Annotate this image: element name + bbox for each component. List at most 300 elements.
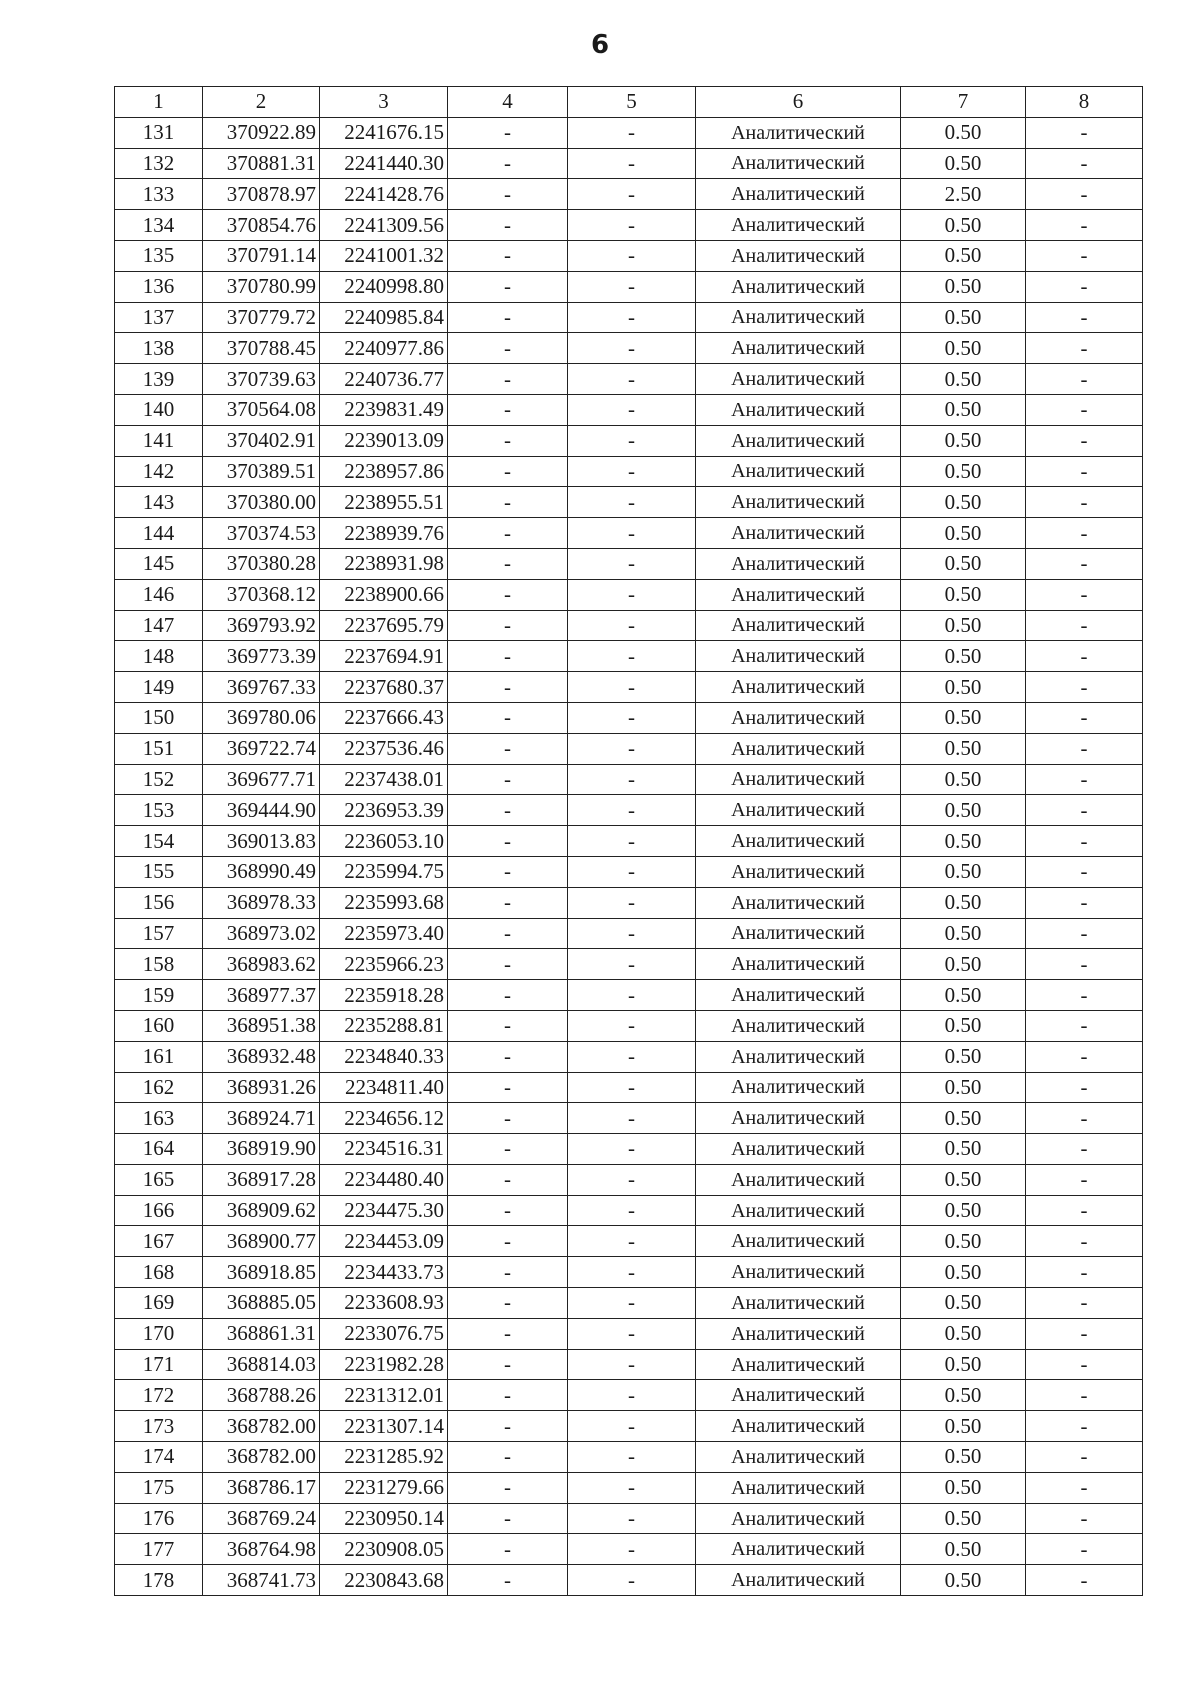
column-8-cell: - <box>1026 1565 1143 1596</box>
column-4-cell: - <box>448 1534 568 1565</box>
table-row <box>115 302 1143 333</box>
x-coordinate-cell: 368931.26 <box>203 1072 320 1103</box>
table-row <box>115 918 1143 949</box>
column-8-cell: - <box>1026 1041 1143 1072</box>
column-4-cell: - <box>448 1380 568 1411</box>
column-4-cell: - <box>448 949 568 980</box>
point-number-cell: 161 <box>115 1041 203 1072</box>
accuracy-cell: 0.50 <box>901 702 1026 733</box>
y-coordinate-cell: 2235288.81 <box>320 1010 448 1041</box>
point-number-cell: 139 <box>115 364 203 395</box>
point-number-cell: 166 <box>115 1195 203 1226</box>
method-cell: Аналитический <box>696 1442 901 1473</box>
method-cell: Аналитический <box>696 302 901 333</box>
accuracy-cell: 0.50 <box>901 1534 1026 1565</box>
table-row <box>115 1164 1143 1195</box>
method-cell: Аналитический <box>696 1472 901 1503</box>
method-cell: Аналитический <box>696 1010 901 1041</box>
column-4-cell: - <box>448 425 568 456</box>
column-5-cell: - <box>568 456 696 487</box>
column-4-cell: - <box>448 980 568 1011</box>
table-row <box>115 1010 1143 1041</box>
table-row <box>115 1257 1143 1288</box>
x-coordinate-cell: 369780.06 <box>203 702 320 733</box>
accuracy-cell: 0.50 <box>901 918 1026 949</box>
column-5-cell: - <box>568 1010 696 1041</box>
method-cell: Аналитический <box>696 795 901 826</box>
point-number-cell: 131 <box>115 117 203 148</box>
point-number-cell: 146 <box>115 579 203 610</box>
accuracy-cell: 0.50 <box>901 579 1026 610</box>
x-coordinate-cell: 368909.62 <box>203 1195 320 1226</box>
y-coordinate-cell: 2238957.86 <box>320 456 448 487</box>
column-4-cell: - <box>448 548 568 579</box>
x-coordinate-cell: 368973.02 <box>203 918 320 949</box>
column-4-cell: - <box>448 1134 568 1165</box>
y-coordinate-cell: 2237536.46 <box>320 733 448 764</box>
table-row <box>115 333 1143 364</box>
column-8-cell: - <box>1026 826 1143 857</box>
column-8-cell: - <box>1026 210 1143 241</box>
column-8-cell: - <box>1026 1318 1143 1349</box>
column-8-cell: - <box>1026 1257 1143 1288</box>
table-row <box>115 764 1143 795</box>
y-coordinate-cell: 2241001.32 <box>320 240 448 271</box>
column-5-cell: - <box>568 179 696 210</box>
method-cell: Аналитический <box>696 1072 901 1103</box>
table-row <box>115 487 1143 518</box>
column-4-cell: - <box>448 1349 568 1380</box>
column-5-cell: - <box>568 1503 696 1534</box>
accuracy-cell: 0.50 <box>901 1072 1026 1103</box>
point-number-cell: 135 <box>115 240 203 271</box>
method-cell: Аналитический <box>696 1534 901 1565</box>
table-row <box>115 1072 1143 1103</box>
x-coordinate-cell: 370854.76 <box>203 210 320 241</box>
column-5-cell: - <box>568 425 696 456</box>
column-4-cell: - <box>448 1257 568 1288</box>
point-number-cell: 136 <box>115 271 203 302</box>
column-8-cell: - <box>1026 302 1143 333</box>
x-coordinate-cell: 369722.74 <box>203 733 320 764</box>
column-4-cell: - <box>448 487 568 518</box>
method-cell: Аналитический <box>696 980 901 1011</box>
accuracy-cell: 0.50 <box>901 548 1026 579</box>
table-row <box>115 1195 1143 1226</box>
column-header: 2 <box>203 87 320 118</box>
accuracy-cell: 2.50 <box>901 179 1026 210</box>
column-4-cell: - <box>448 1472 568 1503</box>
column-5-cell: - <box>568 1565 696 1596</box>
y-coordinate-cell: 2240977.86 <box>320 333 448 364</box>
column-5-cell: - <box>568 610 696 641</box>
point-number-cell: 170 <box>115 1318 203 1349</box>
accuracy-cell: 0.50 <box>901 487 1026 518</box>
column-4-cell: - <box>448 1010 568 1041</box>
accuracy-cell: 0.50 <box>901 1195 1026 1226</box>
method-cell: Аналитический <box>696 1288 901 1319</box>
column-5-cell: - <box>568 672 696 703</box>
point-number-cell: 168 <box>115 1257 203 1288</box>
column-5-cell: - <box>568 148 696 179</box>
page-number: 6 <box>590 30 610 60</box>
point-number-cell: 148 <box>115 641 203 672</box>
table-row <box>115 1288 1143 1319</box>
method-cell: Аналитический <box>696 826 901 857</box>
column-5-cell: - <box>568 1380 696 1411</box>
y-coordinate-cell: 2235993.68 <box>320 887 448 918</box>
table-header-row <box>115 87 1143 118</box>
table-row <box>115 1226 1143 1257</box>
column-8-cell: - <box>1026 949 1143 980</box>
method-cell: Аналитический <box>696 271 901 302</box>
column-5-cell: - <box>568 548 696 579</box>
x-coordinate-cell: 368885.05 <box>203 1288 320 1319</box>
method-cell: Аналитический <box>696 641 901 672</box>
method-cell: Аналитический <box>696 240 901 271</box>
accuracy-cell: 0.50 <box>901 1010 1026 1041</box>
method-cell: Аналитический <box>696 887 901 918</box>
table-row <box>115 148 1143 179</box>
point-number-cell: 132 <box>115 148 203 179</box>
column-4-cell: - <box>448 1103 568 1134</box>
column-8-cell: - <box>1026 1072 1143 1103</box>
column-5-cell: - <box>568 487 696 518</box>
column-5-cell: - <box>568 918 696 949</box>
column-5-cell: - <box>568 1134 696 1165</box>
column-8-cell: - <box>1026 333 1143 364</box>
column-5-cell: - <box>568 733 696 764</box>
y-coordinate-cell: 2230843.68 <box>320 1565 448 1596</box>
column-5-cell: - <box>568 1534 696 1565</box>
column-4-cell: - <box>448 302 568 333</box>
point-number-cell: 137 <box>115 302 203 333</box>
method-cell: Аналитический <box>696 1411 901 1442</box>
x-coordinate-cell: 368900.77 <box>203 1226 320 1257</box>
x-coordinate-cell: 370779.72 <box>203 302 320 333</box>
column-4-cell: - <box>448 456 568 487</box>
column-4-cell: - <box>448 795 568 826</box>
point-number-cell: 169 <box>115 1288 203 1319</box>
x-coordinate-cell: 369013.83 <box>203 826 320 857</box>
y-coordinate-cell: 2234516.31 <box>320 1134 448 1165</box>
y-coordinate-cell: 2234433.73 <box>320 1257 448 1288</box>
accuracy-cell: 0.50 <box>901 1565 1026 1596</box>
column-8-cell: - <box>1026 1195 1143 1226</box>
method-cell: Аналитический <box>696 333 901 364</box>
column-4-cell: - <box>448 764 568 795</box>
table-row <box>115 702 1143 733</box>
column-8-cell: - <box>1026 1164 1143 1195</box>
x-coordinate-cell: 370922.89 <box>203 117 320 148</box>
column-4-cell: - <box>448 641 568 672</box>
method-cell: Аналитический <box>696 1103 901 1134</box>
y-coordinate-cell: 2233076.75 <box>320 1318 448 1349</box>
column-8-cell: - <box>1026 1534 1143 1565</box>
y-coordinate-cell: 2236053.10 <box>320 826 448 857</box>
y-coordinate-cell: 2234656.12 <box>320 1103 448 1134</box>
y-coordinate-cell: 2238939.76 <box>320 518 448 549</box>
accuracy-cell: 0.50 <box>901 1134 1026 1165</box>
column-8-cell: - <box>1026 1349 1143 1380</box>
table-row <box>115 1534 1143 1565</box>
y-coordinate-cell: 2238931.98 <box>320 548 448 579</box>
column-header: 6 <box>696 87 901 118</box>
column-8-cell: - <box>1026 795 1143 826</box>
accuracy-cell: 0.50 <box>901 1349 1026 1380</box>
accuracy-cell: 0.50 <box>901 733 1026 764</box>
column-8-cell: - <box>1026 672 1143 703</box>
method-cell: Аналитический <box>696 456 901 487</box>
accuracy-cell: 0.50 <box>901 518 1026 549</box>
accuracy-cell: 0.50 <box>901 1103 1026 1134</box>
column-8-cell: - <box>1026 364 1143 395</box>
column-4-cell: - <box>448 333 568 364</box>
y-coordinate-cell: 2241428.76 <box>320 179 448 210</box>
column-8-cell: - <box>1026 518 1143 549</box>
column-8-cell: - <box>1026 148 1143 179</box>
y-coordinate-cell: 2234453.09 <box>320 1226 448 1257</box>
column-4-cell: - <box>448 1411 568 1442</box>
table-row <box>115 672 1143 703</box>
table-row <box>115 980 1143 1011</box>
y-coordinate-cell: 2237438.01 <box>320 764 448 795</box>
x-coordinate-cell: 368769.24 <box>203 1503 320 1534</box>
table-row <box>115 949 1143 980</box>
x-coordinate-cell: 369444.90 <box>203 795 320 826</box>
point-number-cell: 141 <box>115 425 203 456</box>
method-cell: Аналитический <box>696 918 901 949</box>
accuracy-cell: 0.50 <box>901 302 1026 333</box>
column-8-cell: - <box>1026 1411 1143 1442</box>
y-coordinate-cell: 2240985.84 <box>320 302 448 333</box>
y-coordinate-cell: 2240736.77 <box>320 364 448 395</box>
y-coordinate-cell: 2234840.33 <box>320 1041 448 1072</box>
y-coordinate-cell: 2240998.80 <box>320 271 448 302</box>
column-8-cell: - <box>1026 856 1143 887</box>
table-row <box>115 456 1143 487</box>
x-coordinate-cell: 369767.33 <box>203 672 320 703</box>
column-5-cell: - <box>568 980 696 1011</box>
table-row <box>115 271 1143 302</box>
point-number-cell: 173 <box>115 1411 203 1442</box>
table-body <box>115 117 1143 1595</box>
x-coordinate-cell: 368919.90 <box>203 1134 320 1165</box>
column-4-cell: - <box>448 364 568 395</box>
column-header: 3 <box>320 87 448 118</box>
column-5-cell: - <box>568 302 696 333</box>
column-5-cell: - <box>568 1318 696 1349</box>
column-5-cell: - <box>568 333 696 364</box>
column-5-cell: - <box>568 210 696 241</box>
column-4-cell: - <box>448 1565 568 1596</box>
method-cell: Аналитический <box>696 394 901 425</box>
accuracy-cell: 0.50 <box>901 856 1026 887</box>
method-cell: Аналитический <box>696 1257 901 1288</box>
point-number-cell: 174 <box>115 1442 203 1473</box>
y-coordinate-cell: 2231312.01 <box>320 1380 448 1411</box>
method-cell: Аналитический <box>696 1565 901 1596</box>
y-coordinate-cell: 2231307.14 <box>320 1411 448 1442</box>
x-coordinate-cell: 368990.49 <box>203 856 320 887</box>
accuracy-cell: 0.50 <box>901 1257 1026 1288</box>
accuracy-cell: 0.50 <box>901 425 1026 456</box>
method-cell: Аналитический <box>696 548 901 579</box>
y-coordinate-cell: 2238900.66 <box>320 579 448 610</box>
point-number-cell: 167 <box>115 1226 203 1257</box>
column-header: 7 <box>901 87 1026 118</box>
y-coordinate-cell: 2231279.66 <box>320 1472 448 1503</box>
column-4-cell: - <box>448 1442 568 1473</box>
table-row <box>115 1349 1143 1380</box>
column-8-cell: - <box>1026 733 1143 764</box>
x-coordinate-cell: 368788.26 <box>203 1380 320 1411</box>
column-4-cell: - <box>448 856 568 887</box>
x-coordinate-cell: 368786.17 <box>203 1472 320 1503</box>
table-row <box>115 1318 1143 1349</box>
accuracy-cell: 0.50 <box>901 764 1026 795</box>
x-coordinate-cell: 370780.99 <box>203 271 320 302</box>
method-cell: Аналитический <box>696 487 901 518</box>
accuracy-cell: 0.50 <box>901 610 1026 641</box>
column-4-cell: - <box>448 148 568 179</box>
column-8-cell: - <box>1026 1288 1143 1319</box>
x-coordinate-cell: 370368.12 <box>203 579 320 610</box>
column-8-cell: - <box>1026 1103 1143 1134</box>
y-coordinate-cell: 2235973.40 <box>320 918 448 949</box>
point-number-cell: 138 <box>115 333 203 364</box>
point-number-cell: 175 <box>115 1472 203 1503</box>
point-number-cell: 176 <box>115 1503 203 1534</box>
table-row <box>115 795 1143 826</box>
method-cell: Аналитический <box>696 856 901 887</box>
column-header: 5 <box>568 87 696 118</box>
coordinates-table <box>114 86 1143 1596</box>
column-header: 4 <box>448 87 568 118</box>
column-5-cell: - <box>568 1164 696 1195</box>
point-number-cell: 163 <box>115 1103 203 1134</box>
column-5-cell: - <box>568 1041 696 1072</box>
y-coordinate-cell: 2234475.30 <box>320 1195 448 1226</box>
point-number-cell: 178 <box>115 1565 203 1596</box>
column-5-cell: - <box>568 579 696 610</box>
point-number-cell: 143 <box>115 487 203 518</box>
x-coordinate-cell: 370380.28 <box>203 548 320 579</box>
table-row <box>115 733 1143 764</box>
accuracy-cell: 0.50 <box>901 1411 1026 1442</box>
table-row <box>115 518 1143 549</box>
accuracy-cell: 0.50 <box>901 1472 1026 1503</box>
method-cell: Аналитический <box>696 117 901 148</box>
y-coordinate-cell: 2237694.91 <box>320 641 448 672</box>
column-4-cell: - <box>448 610 568 641</box>
column-5-cell: - <box>568 764 696 795</box>
x-coordinate-cell: 370881.31 <box>203 148 320 179</box>
column-5-cell: - <box>568 1288 696 1319</box>
point-number-cell: 160 <box>115 1010 203 1041</box>
x-coordinate-cell: 370389.51 <box>203 456 320 487</box>
table-row <box>115 826 1143 857</box>
point-number-cell: 157 <box>115 918 203 949</box>
column-8-cell: - <box>1026 1134 1143 1165</box>
method-cell: Аналитический <box>696 364 901 395</box>
table-row <box>115 1134 1143 1165</box>
method-cell: Аналитический <box>696 672 901 703</box>
column-8-cell: - <box>1026 887 1143 918</box>
point-number-cell: 150 <box>115 702 203 733</box>
accuracy-cell: 0.50 <box>901 364 1026 395</box>
column-4-cell: - <box>448 1041 568 1072</box>
point-number-cell: 172 <box>115 1380 203 1411</box>
point-number-cell: 162 <box>115 1072 203 1103</box>
table-row <box>115 1380 1143 1411</box>
method-cell: Аналитический <box>696 210 901 241</box>
column-4-cell: - <box>448 1503 568 1534</box>
y-coordinate-cell: 2241440.30 <box>320 148 448 179</box>
table-row <box>115 210 1143 241</box>
y-coordinate-cell: 2234811.40 <box>320 1072 448 1103</box>
table-row <box>115 117 1143 148</box>
column-4-cell: - <box>448 271 568 302</box>
x-coordinate-cell: 368917.28 <box>203 1164 320 1195</box>
column-8-cell: - <box>1026 1472 1143 1503</box>
table-row <box>115 579 1143 610</box>
column-4-cell: - <box>448 1318 568 1349</box>
accuracy-cell: 0.50 <box>901 1164 1026 1195</box>
table-row <box>115 548 1143 579</box>
point-number-cell: 171 <box>115 1349 203 1380</box>
column-5-cell: - <box>568 702 696 733</box>
x-coordinate-cell: 368861.31 <box>203 1318 320 1349</box>
column-4-cell: - <box>448 518 568 549</box>
accuracy-cell: 0.50 <box>901 949 1026 980</box>
accuracy-cell: 0.50 <box>901 980 1026 1011</box>
column-8-cell: - <box>1026 1503 1143 1534</box>
column-4-cell: - <box>448 918 568 949</box>
method-cell: Аналитический <box>696 1041 901 1072</box>
accuracy-cell: 0.50 <box>901 1503 1026 1534</box>
column-5-cell: - <box>568 1411 696 1442</box>
method-cell: Аналитический <box>696 179 901 210</box>
x-coordinate-cell: 370374.53 <box>203 518 320 549</box>
point-number-cell: 153 <box>115 795 203 826</box>
method-cell: Аналитический <box>696 518 901 549</box>
accuracy-cell: 0.50 <box>901 210 1026 241</box>
x-coordinate-cell: 370878.97 <box>203 179 320 210</box>
column-5-cell: - <box>568 394 696 425</box>
column-5-cell: - <box>568 518 696 549</box>
point-number-cell: 133 <box>115 179 203 210</box>
column-4-cell: - <box>448 240 568 271</box>
accuracy-cell: 0.50 <box>901 1226 1026 1257</box>
table-row <box>115 179 1143 210</box>
table-row <box>115 364 1143 395</box>
accuracy-cell: 0.50 <box>901 1041 1026 1072</box>
accuracy-cell: 0.50 <box>901 148 1026 179</box>
table-row <box>115 887 1143 918</box>
table-row <box>115 425 1143 456</box>
column-8-cell: - <box>1026 179 1143 210</box>
table-row <box>115 1503 1143 1534</box>
accuracy-cell: 0.50 <box>901 1442 1026 1473</box>
column-5-cell: - <box>568 1442 696 1473</box>
accuracy-cell: 0.50 <box>901 240 1026 271</box>
y-coordinate-cell: 2236953.39 <box>320 795 448 826</box>
column-4-cell: - <box>448 579 568 610</box>
accuracy-cell: 0.50 <box>901 1380 1026 1411</box>
y-coordinate-cell: 2237666.43 <box>320 702 448 733</box>
table-row <box>115 240 1143 271</box>
